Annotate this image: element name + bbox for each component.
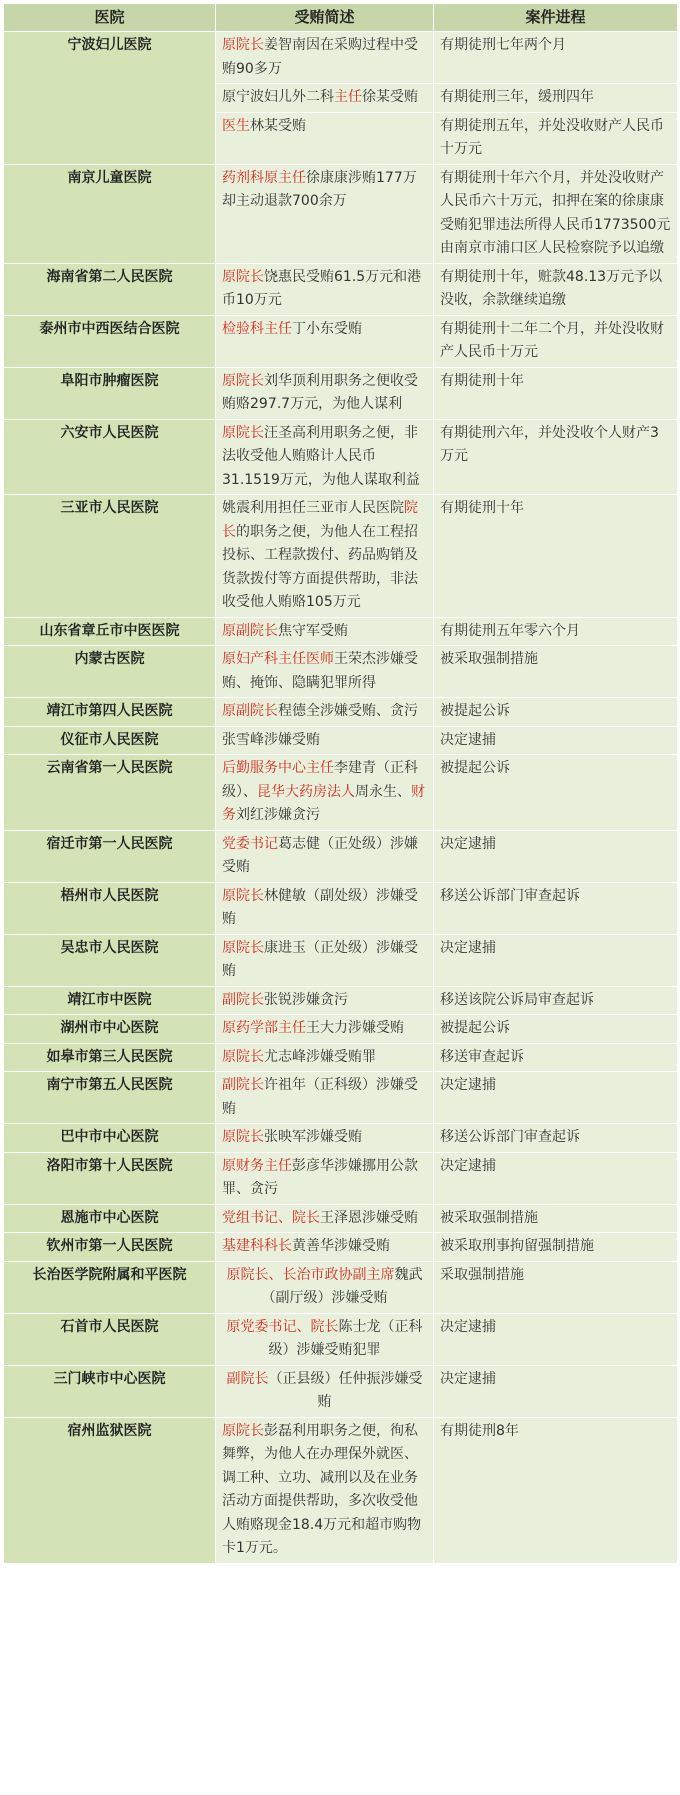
bribery-description bbox=[216, 1365, 434, 1417]
hospital-name: 南京儿童医院 bbox=[4, 164, 216, 263]
case-progress: 有期徒刑七年两个月 bbox=[434, 32, 678, 84]
table-row bbox=[4, 1043, 678, 1072]
case-progress: 有期徒刑十年，赃款48.13万元予以没收，余款继续追缴 bbox=[434, 263, 678, 315]
bribery-description bbox=[216, 32, 434, 84]
official-title: 副院长 bbox=[222, 991, 264, 1008]
description-text: 姚震利用担任三亚市人民医院 bbox=[222, 500, 404, 516]
case-progress: 决定逮捕 bbox=[434, 726, 678, 755]
hospital-name: 山东省章丘市中医医院 bbox=[4, 617, 216, 646]
description-text: 张锐涉嫌贪污 bbox=[264, 991, 348, 1008]
hospital-name: 长治医学院附属和平医院 bbox=[4, 1261, 216, 1313]
bribery-description bbox=[216, 934, 434, 986]
official-title: 后勤服务中心主任 bbox=[222, 760, 334, 776]
bribery-description bbox=[216, 1072, 434, 1124]
hospital-name: 海南省第二人民医院 bbox=[4, 263, 216, 315]
description-text: 徐康康涉贿177万却主动退款700余万 bbox=[222, 169, 417, 209]
bribery-description bbox=[216, 1124, 434, 1153]
hospital-name: 仪征市人民医院 bbox=[4, 726, 216, 755]
official-title: 原药学部主任 bbox=[222, 1020, 306, 1036]
table-row bbox=[4, 1152, 678, 1204]
official-title: 检验科主任 bbox=[222, 320, 292, 337]
description-text: 刘华顶利用职务之便收受贿赂297.7万元，为他人谋利 bbox=[222, 372, 418, 412]
bribery-description bbox=[216, 367, 434, 419]
official-title: 原财务主任 bbox=[222, 1157, 292, 1174]
bribery-description bbox=[216, 986, 434, 1015]
official-title: 原院长 bbox=[222, 372, 264, 389]
bribery-description bbox=[216, 1313, 434, 1365]
hospital-name: 六安市人民医院 bbox=[4, 419, 216, 495]
case-progress: 决定逮捕 bbox=[434, 934, 678, 986]
bribery-description bbox=[216, 1261, 434, 1313]
hospital-name: 南宁市第五人民医院 bbox=[4, 1072, 216, 1124]
case-progress: 移送该院公诉局审查起诉 bbox=[434, 986, 678, 1015]
case-progress: 有期徒刑十年 bbox=[434, 367, 678, 419]
bribery-description bbox=[216, 830, 434, 882]
table-header-row bbox=[4, 4, 678, 32]
description-text: 王泽恩涉嫌受贿 bbox=[320, 1209, 418, 1226]
case-progress: 移送公诉部门审查起诉 bbox=[434, 1124, 678, 1153]
description-text: 丁小东受贿 bbox=[292, 320, 362, 337]
hospital-name: 宁波妇儿医院 bbox=[4, 32, 216, 165]
hospital-name: 三门峡市中心医院 bbox=[4, 1365, 216, 1417]
bribery-description bbox=[216, 315, 434, 367]
case-progress: 有期徒刑十年 bbox=[434, 495, 678, 618]
hospital-name: 恩施市中心医院 bbox=[4, 1204, 216, 1233]
hospital-name: 钦州市第一人民医院 bbox=[4, 1233, 216, 1262]
bribery-description bbox=[216, 1233, 434, 1262]
hospital-name: 如皋市第三人民医院 bbox=[4, 1043, 216, 1072]
description-text: 焦守军受贿 bbox=[278, 622, 348, 639]
official-title: 原院长、长治市政协副主席 bbox=[226, 1266, 395, 1283]
table-row bbox=[4, 830, 678, 882]
table-row bbox=[4, 1417, 678, 1563]
description-text: 张映军涉嫌受贿 bbox=[264, 1129, 362, 1145]
bribery-description bbox=[216, 1015, 434, 1044]
description-text: 魏武（副厅级）涉嫌受贿 bbox=[261, 1266, 423, 1306]
official-title: 院长 bbox=[222, 500, 418, 540]
case-progress: 决定逮捕 bbox=[434, 1072, 678, 1124]
case-progress: 被提起公诉 bbox=[434, 1015, 678, 1044]
description-text: 饶惠民受贿61.5万元和港币10万元 bbox=[222, 268, 422, 308]
hospital-name: 靖江市中医院 bbox=[4, 986, 216, 1015]
bribery-description bbox=[216, 755, 434, 831]
bribery-description bbox=[216, 726, 434, 755]
hospital-name: 宿迁市第一人民医院 bbox=[4, 830, 216, 882]
hospital-bribery-table bbox=[3, 3, 678, 1564]
bribery-description bbox=[216, 84, 434, 113]
table-row bbox=[4, 1072, 678, 1124]
hospital-name: 云南省第一人民医院 bbox=[4, 755, 216, 831]
description-text: 王荣杰涉嫌受贿、掩饰、隐瞒犯罪所得 bbox=[222, 651, 418, 691]
description-text: 张雪峰涉嫌受贿 bbox=[222, 731, 320, 748]
table-row bbox=[4, 419, 678, 495]
hospital-name: 宿州监狱医院 bbox=[4, 1417, 216, 1563]
description-text: 尤志峰涉嫌受贿罪 bbox=[264, 1048, 376, 1065]
case-progress: 决定逮捕 bbox=[434, 1313, 678, 1365]
hospital-name: 洛阳市第十人民医院 bbox=[4, 1152, 216, 1204]
table-row bbox=[4, 1204, 678, 1233]
bribery-description bbox=[216, 1043, 434, 1072]
case-progress: 被采取强制措施 bbox=[434, 1204, 678, 1233]
official-title: 原副院长 bbox=[222, 703, 278, 719]
hospital-name: 湖州市中心医院 bbox=[4, 1015, 216, 1044]
official-title: 原党委书记、院长 bbox=[226, 1318, 339, 1335]
table-row bbox=[4, 1124, 678, 1153]
description-text: 彭彦华涉嫌挪用公款罪、贪污 bbox=[222, 1157, 418, 1197]
table-row bbox=[4, 495, 678, 618]
bribery-description bbox=[216, 698, 434, 727]
official-title: 党组书记、院长 bbox=[222, 1209, 320, 1226]
official-title: 药剂科原主任 bbox=[222, 169, 306, 186]
description-text: 程德全涉嫌受贿、贪污 bbox=[278, 703, 418, 719]
table-row bbox=[4, 1313, 678, 1365]
official-title: 党委书记 bbox=[222, 835, 278, 852]
official-title: 主任 bbox=[334, 89, 362, 105]
table-row bbox=[4, 263, 678, 315]
hospital-name: 梧州市人民医院 bbox=[4, 882, 216, 934]
official-title: 医生 bbox=[222, 117, 250, 134]
bribery-description bbox=[216, 617, 434, 646]
table-row bbox=[4, 934, 678, 986]
description-text: （正县级）任仲振涉嫌受贿 bbox=[268, 1370, 423, 1410]
table-row bbox=[4, 164, 678, 263]
bribery-description bbox=[216, 263, 434, 315]
table-row bbox=[4, 1015, 678, 1044]
bribery-description bbox=[216, 164, 434, 263]
table-row bbox=[4, 986, 678, 1015]
case-progress: 决定逮捕 bbox=[434, 1152, 678, 1204]
official-title: 原院长 bbox=[222, 1129, 264, 1145]
description-text: 的职务之便，为他人在工程招投标、工程款拨付、药品购销及货款拨付等方面提供帮助，非法收受他人贿赂105万元 bbox=[222, 523, 418, 610]
official-title: 原院长 bbox=[222, 887, 264, 904]
description-text: 李建青（正科级）、 bbox=[222, 760, 418, 800]
official-title: 原院长 bbox=[222, 1422, 264, 1439]
header-progress: 案件进程 bbox=[434, 4, 678, 32]
description-text: 林健敏（副处级）涉嫌受贿 bbox=[222, 887, 418, 927]
description-text: 原宁波妇儿外二科 bbox=[222, 89, 334, 105]
description-text: 黄善华涉嫌受贿 bbox=[292, 1238, 390, 1254]
case-progress: 被采取刑事拘留强制措施 bbox=[434, 1233, 678, 1262]
hospital-name: 石首市人民医院 bbox=[4, 1313, 216, 1365]
description-text: 周永生、 bbox=[355, 783, 411, 800]
official-title: 原院长 bbox=[222, 424, 264, 441]
case-progress: 决定逮捕 bbox=[434, 830, 678, 882]
official-title: 原妇产科主任医师 bbox=[222, 651, 334, 667]
description-text: 徐某受贿 bbox=[362, 89, 418, 105]
header-hospital: 医院 bbox=[4, 4, 216, 32]
case-progress: 被提起公诉 bbox=[434, 755, 678, 831]
description-text: 刘红涉嫌贪污 bbox=[236, 807, 320, 823]
bribery-description bbox=[216, 112, 434, 164]
hospital-name: 巴中市中心医院 bbox=[4, 1124, 216, 1153]
official-title: 原院长 bbox=[222, 268, 264, 285]
official-title: 财务 bbox=[222, 783, 425, 823]
description-text: 汪圣高利用职务之便，非法收受他人贿赂计人民币31.1519万元，为他人谋取利益 bbox=[222, 424, 420, 488]
bribery-description bbox=[216, 1152, 434, 1204]
table-row bbox=[4, 646, 678, 698]
bribery-description bbox=[216, 646, 434, 698]
bribery-description bbox=[216, 419, 434, 495]
table-row bbox=[4, 755, 678, 831]
hospital-name: 阜阳市肿瘤医院 bbox=[4, 367, 216, 419]
table-row bbox=[4, 367, 678, 419]
bribery-description bbox=[216, 882, 434, 934]
case-progress: 移送公诉部门审查起诉 bbox=[434, 882, 678, 934]
description-text: 姜智南因在采购过程中受贿90多万 bbox=[222, 37, 418, 77]
case-progress: 有期徒刑五年，并处没收财产人民币十万元 bbox=[434, 112, 678, 164]
case-progress: 有期徒刑三年，缓刑四年 bbox=[434, 84, 678, 113]
case-progress: 决定逮捕 bbox=[434, 1365, 678, 1417]
header-description: 受贿简述 bbox=[216, 4, 434, 32]
hospital-name: 泰州市中西医结合医院 bbox=[4, 315, 216, 367]
official-title: 副院长 bbox=[222, 1077, 264, 1093]
case-progress: 有期徒刑十年六个月，并处没收财产人民币六十万元，扣押在案的徐康康受贿犯罪违法所得人民币1773500元由南京市浦口区人民检察院予以追缴 bbox=[434, 164, 678, 263]
description-text: 王大力涉嫌受贿 bbox=[306, 1020, 404, 1036]
case-progress: 移送审查起诉 bbox=[434, 1043, 678, 1072]
case-progress: 有期徒刑五年零六个月 bbox=[434, 617, 678, 646]
table-row bbox=[4, 698, 678, 727]
description-text: 林某受贿 bbox=[250, 117, 306, 134]
case-progress: 采取强制措施 bbox=[434, 1261, 678, 1313]
case-progress: 被采取强制措施 bbox=[434, 646, 678, 698]
description-text: 康进玉（正处级）涉嫌受贿 bbox=[222, 939, 418, 979]
official-title: 基建科科长 bbox=[222, 1238, 292, 1254]
official-title: 原院长 bbox=[222, 37, 264, 53]
table-row bbox=[4, 882, 678, 934]
bribery-description bbox=[216, 1204, 434, 1233]
hospital-name: 吴忠市人民医院 bbox=[4, 934, 216, 986]
case-progress: 有期徒刑8年 bbox=[434, 1417, 678, 1563]
description-text: 陈士龙（正科级）涉嫌受贿犯罪 bbox=[268, 1318, 423, 1358]
description-text: 彭磊利用职务之便，徇私舞弊，为他人在办理保外就医、调工种、立功、减刑以及在业务活动方面提供帮助，多次收受他人贿赂现金18.4万元和超市购物卡1万元。 bbox=[222, 1422, 422, 1556]
description-text: 许祖年（正科级）涉嫌受贿 bbox=[222, 1077, 418, 1117]
hospital-name: 内蒙古医院 bbox=[4, 646, 216, 698]
official-title: 昆华大药房法人 bbox=[257, 783, 355, 800]
bribery-description bbox=[216, 1417, 434, 1563]
table-row bbox=[4, 1233, 678, 1262]
official-title: 原副院长 bbox=[222, 622, 278, 639]
bribery-description bbox=[216, 495, 434, 618]
case-progress: 被提起公诉 bbox=[434, 698, 678, 727]
hospital-name: 靖江市第四人民医院 bbox=[4, 698, 216, 727]
case-progress: 有期徒刑六年，并处没收个人财产3万元 bbox=[434, 419, 678, 495]
official-title: 原院长 bbox=[222, 1048, 264, 1065]
table-row bbox=[4, 726, 678, 755]
table-body bbox=[4, 32, 678, 1564]
case-progress: 有期徒刑十二年二个月，并处没收财产人民币十万元 bbox=[434, 315, 678, 367]
table-row bbox=[4, 315, 678, 367]
description-text: 葛志健（正处级）涉嫌受贿 bbox=[222, 835, 418, 875]
table-row bbox=[4, 1261, 678, 1313]
table-row bbox=[4, 32, 678, 84]
table-row bbox=[4, 617, 678, 646]
hospital-name: 三亚市人民医院 bbox=[4, 495, 216, 618]
official-title: 原院长 bbox=[222, 939, 264, 956]
table-row bbox=[4, 1365, 678, 1417]
official-title: 副院长 bbox=[226, 1370, 269, 1387]
